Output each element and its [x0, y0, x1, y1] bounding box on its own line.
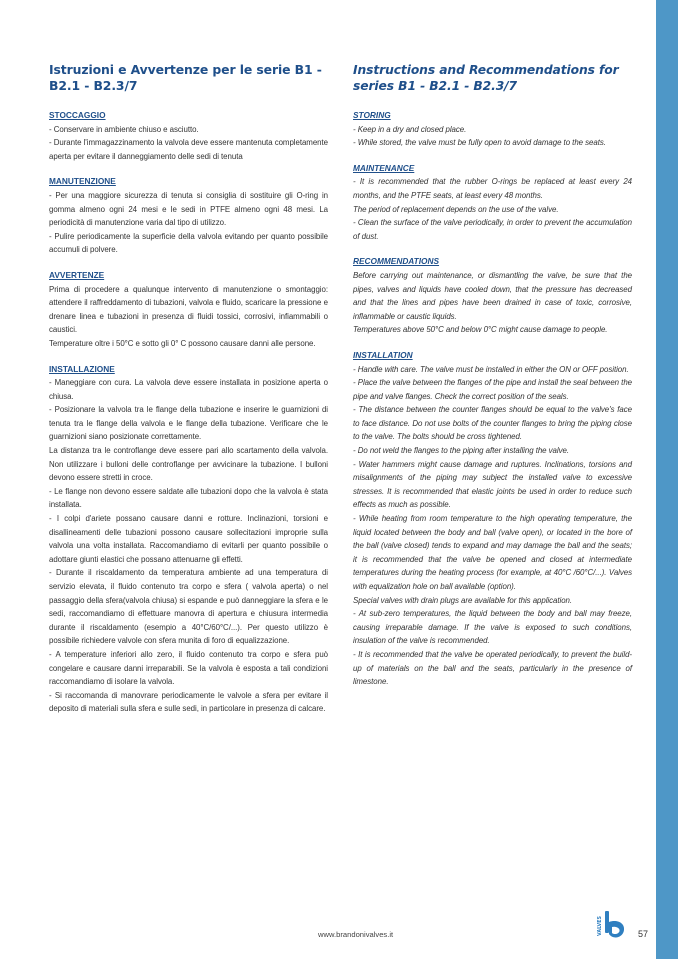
section-paragraph: - Maneggiare con cura. La valvola deve essere installata in posizione aperta o chiusa.	[49, 378, 328, 401]
section-heading: MAINTENANCE	[353, 162, 415, 173]
section-heading: STOCCAGGIO	[49, 110, 106, 120]
english-section	[353, 109, 632, 150]
section-paragraph: - A temperature inferiori allo zero, il fluido contenuto tra corpo e sfera può congelare e causare danni irreparabili. Se la valvola è esposta a tali condizioni raccomandiamo di isolare la valvola.	[49, 649, 328, 687]
section-paragraph: Temperature oltre i 50°C e sotto gli 0° C possono causare danni alle persone.	[49, 338, 316, 348]
section-paragraph: - The distance between the counter flanges should be equal to the valve's face to face distance. Do not use bolts of the counter flanges to bring the piping close to the valve. The bolts should be cross tightened.	[353, 405, 632, 442]
section-paragraph: - Si raccomanda di manovrare periodicamente le valvole a sfera per evitare il deposito di materiali sulla sfera e sulle sedi, in particolare in presenza di calcare.	[49, 690, 328, 714]
english-section	[353, 162, 632, 244]
section-paragraph: - Handle with care. The valve must be installed in either the ON or OFF position.	[353, 364, 629, 374]
section-paragraph: - I colpi d'ariete possano causare danni e rotture. Inclinazioni, torsioni e disallineamenti delle tubazioni possono causare sollecitazioni improprie sulla valvola una volta installata. Raccomandiamo di evitarli per quanto possibile o adottare giunti elastici che possano attenuarne gli effetti.	[49, 514, 328, 564]
section-heading: INSTALLATION	[353, 349, 413, 360]
section-heading: INSTALLAZIONE	[49, 363, 115, 374]
logo-text: VALVES	[598, 916, 603, 936]
brandoni-logo-icon	[594, 908, 628, 944]
italian-section	[49, 109, 328, 163]
section-paragraph: - At sub-zero temperatures, the liquid between the body and ball may freeze, causing irreparable damage. If the valve is exposed to such conditions, insulation of the valve is recommended.	[353, 609, 632, 646]
section-paragraph: - Per una maggiore sicurezza di tenuta si consiglia di sostituire gli O-ring in gomma almeno ogni 24 mesi e le sedi in PTFE almeno ogni 48 mesi. La periodicità di manutenzione varia dal tipo di utilizzo.	[49, 190, 328, 228]
section-paragraph: - Keep in a dry and closed place.	[353, 124, 467, 134]
section-paragraph: - Durante l'immagazzinamento la valvola deve essere mantenuta completamente aperta per evitare il danneggiamento delle sedi di tenuta	[49, 138, 328, 161]
section-paragraph: - Do not weld the flanges to the piping after installing the valve.	[353, 446, 569, 456]
section-paragraph: Before carrying out maintenance, or dismantling the valve, be sure that the pipes, valves and liquids have cooled down, that the pressure has decreased and that the lines and pipes have been drained in case of toxic, corrosive, inflammable or caustic liquids.	[353, 270, 632, 321]
section-paragraph: - It is recommended that the valve be operated periodically, to prevent the build-up of materials on the ball and the seats, particularly in the presence of limestone.	[353, 649, 632, 687]
section-heading: AVVERTENZE	[49, 269, 105, 280]
english-column	[353, 62, 632, 701]
section-paragraph: Prima di procedere a qualunque intervento di manutenzione o smontaggio: attendere il raffreddamento di tubazioni, valvola e fluido, scaricare la pressione e drenare linea e tubazioni in presenza di fluidi tossici, corrosivi, infiammabili o caustici.	[49, 284, 328, 335]
section-paragraph: - Clean the surface of the valve periodically, in order to prevent the accumulation of dust.	[353, 218, 632, 241]
section-paragraph: - While heating from room temperature to the high operating temperature, the liquid located between the body and ball (valve open), or located in the bore of the ball (valve closed) tends to expand and may damage the ball and the seats; it is recommended that the valve be opened and closed at intermediate temperatures during the heating process (for example, at 40°C /60°C/...). Valves with equalization hole on ball available (option).	[353, 514, 632, 591]
side-color-strip	[656, 0, 678, 959]
english-section	[353, 255, 632, 337]
section-paragraph: - Pulire periodicamente la superficie della valvola evitando per quanto possibile accumuli di polvere.	[49, 231, 328, 255]
footer-website-link[interactable]: www.brandonivalves.it	[318, 930, 394, 939]
section-heading: RECOMMENDATIONS	[353, 256, 440, 267]
english-section	[353, 349, 632, 689]
english-title: Instructions and Recommendations for series B1 - B2.1 - B2.3/7	[353, 63, 619, 93]
section-paragraph: - Posizionare la valvola tra le flange della tubazione e inserire le guarnizioni di tenuta tra le flange della valvola e le flange della tubazione. Verificare che le guarnizioni siano posizionate correttamente.	[49, 405, 328, 442]
section-paragraph: - It is recommended that the rubber O-rings be replaced at least every 24 months, and the PTFE seats, at least every 48 months.	[353, 177, 632, 200]
section-paragraph: Special valves with drain plugs are available for this application.	[353, 595, 573, 605]
section-paragraph: - Water hammers might cause damage and ruptures. Inclinations, torsions and misalignments of the piping may subject the installed valve to excessive stresses. It is recommended that elastic joints be used in order to reduce such effects as much as possible.	[353, 459, 632, 510]
italian-title: Istruzioni e Avvertenze per le serie B1 - B2.1 - B2.3/7	[49, 62, 322, 93]
section-heading: MANUTENZIONE	[49, 176, 116, 187]
page-number: 57	[638, 929, 649, 939]
italian-column	[49, 62, 328, 728]
section-paragraph: Temperatures above 50°C and below 0°C might cause damage to people.	[353, 325, 608, 335]
section-paragraph: - Durante il riscaldamento da temperatura ambiente ad una temperatura di servizio elevata, il fluido contenuto tra corpo e sfera ( valvola aperta) o nel passaggio della sfera(valvola chiusa) si espande e può danneggiare la sfera e le sedi, raccomandiamo di effettuare manovra di apertura e chiusura intermedia durante il riscaldamento (esempio a 40°C/60°C/...). Per questo utilizzo è possibile richiedere valvole con sfera munita di foro di equalizzazione.	[49, 568, 328, 646]
italian-section	[49, 363, 328, 716]
section-paragraph: La distanza tra le controflange deve essere pari allo scartamento della valvola. Non utilizzare i bulloni delle controflange per avvicinare la tubazione. I bulloni devono essere stretti in croce.	[49, 446, 328, 483]
english-sections	[353, 109, 632, 689]
italian-sections	[49, 109, 328, 716]
italian-section	[49, 175, 328, 257]
section-paragraph: - Place the valve between the flanges of the pipe and install the seal between the pipe and valve flanges. Check the correct position of the seals.	[353, 378, 632, 401]
section-heading: STORING	[353, 110, 391, 120]
italian-section	[49, 269, 328, 351]
section-paragraph: The period of replacement depends on the use of the valve.	[353, 204, 559, 214]
section-paragraph: - Conservare in ambiente chiuso e asciutto.	[49, 124, 199, 134]
section-paragraph: - Le flange non devono essere saldate alle tubazioni dopo che la valvola è stata installata.	[49, 486, 328, 510]
section-paragraph: - While stored, the valve must be fully open to avoid damage to the seats.	[353, 138, 606, 148]
